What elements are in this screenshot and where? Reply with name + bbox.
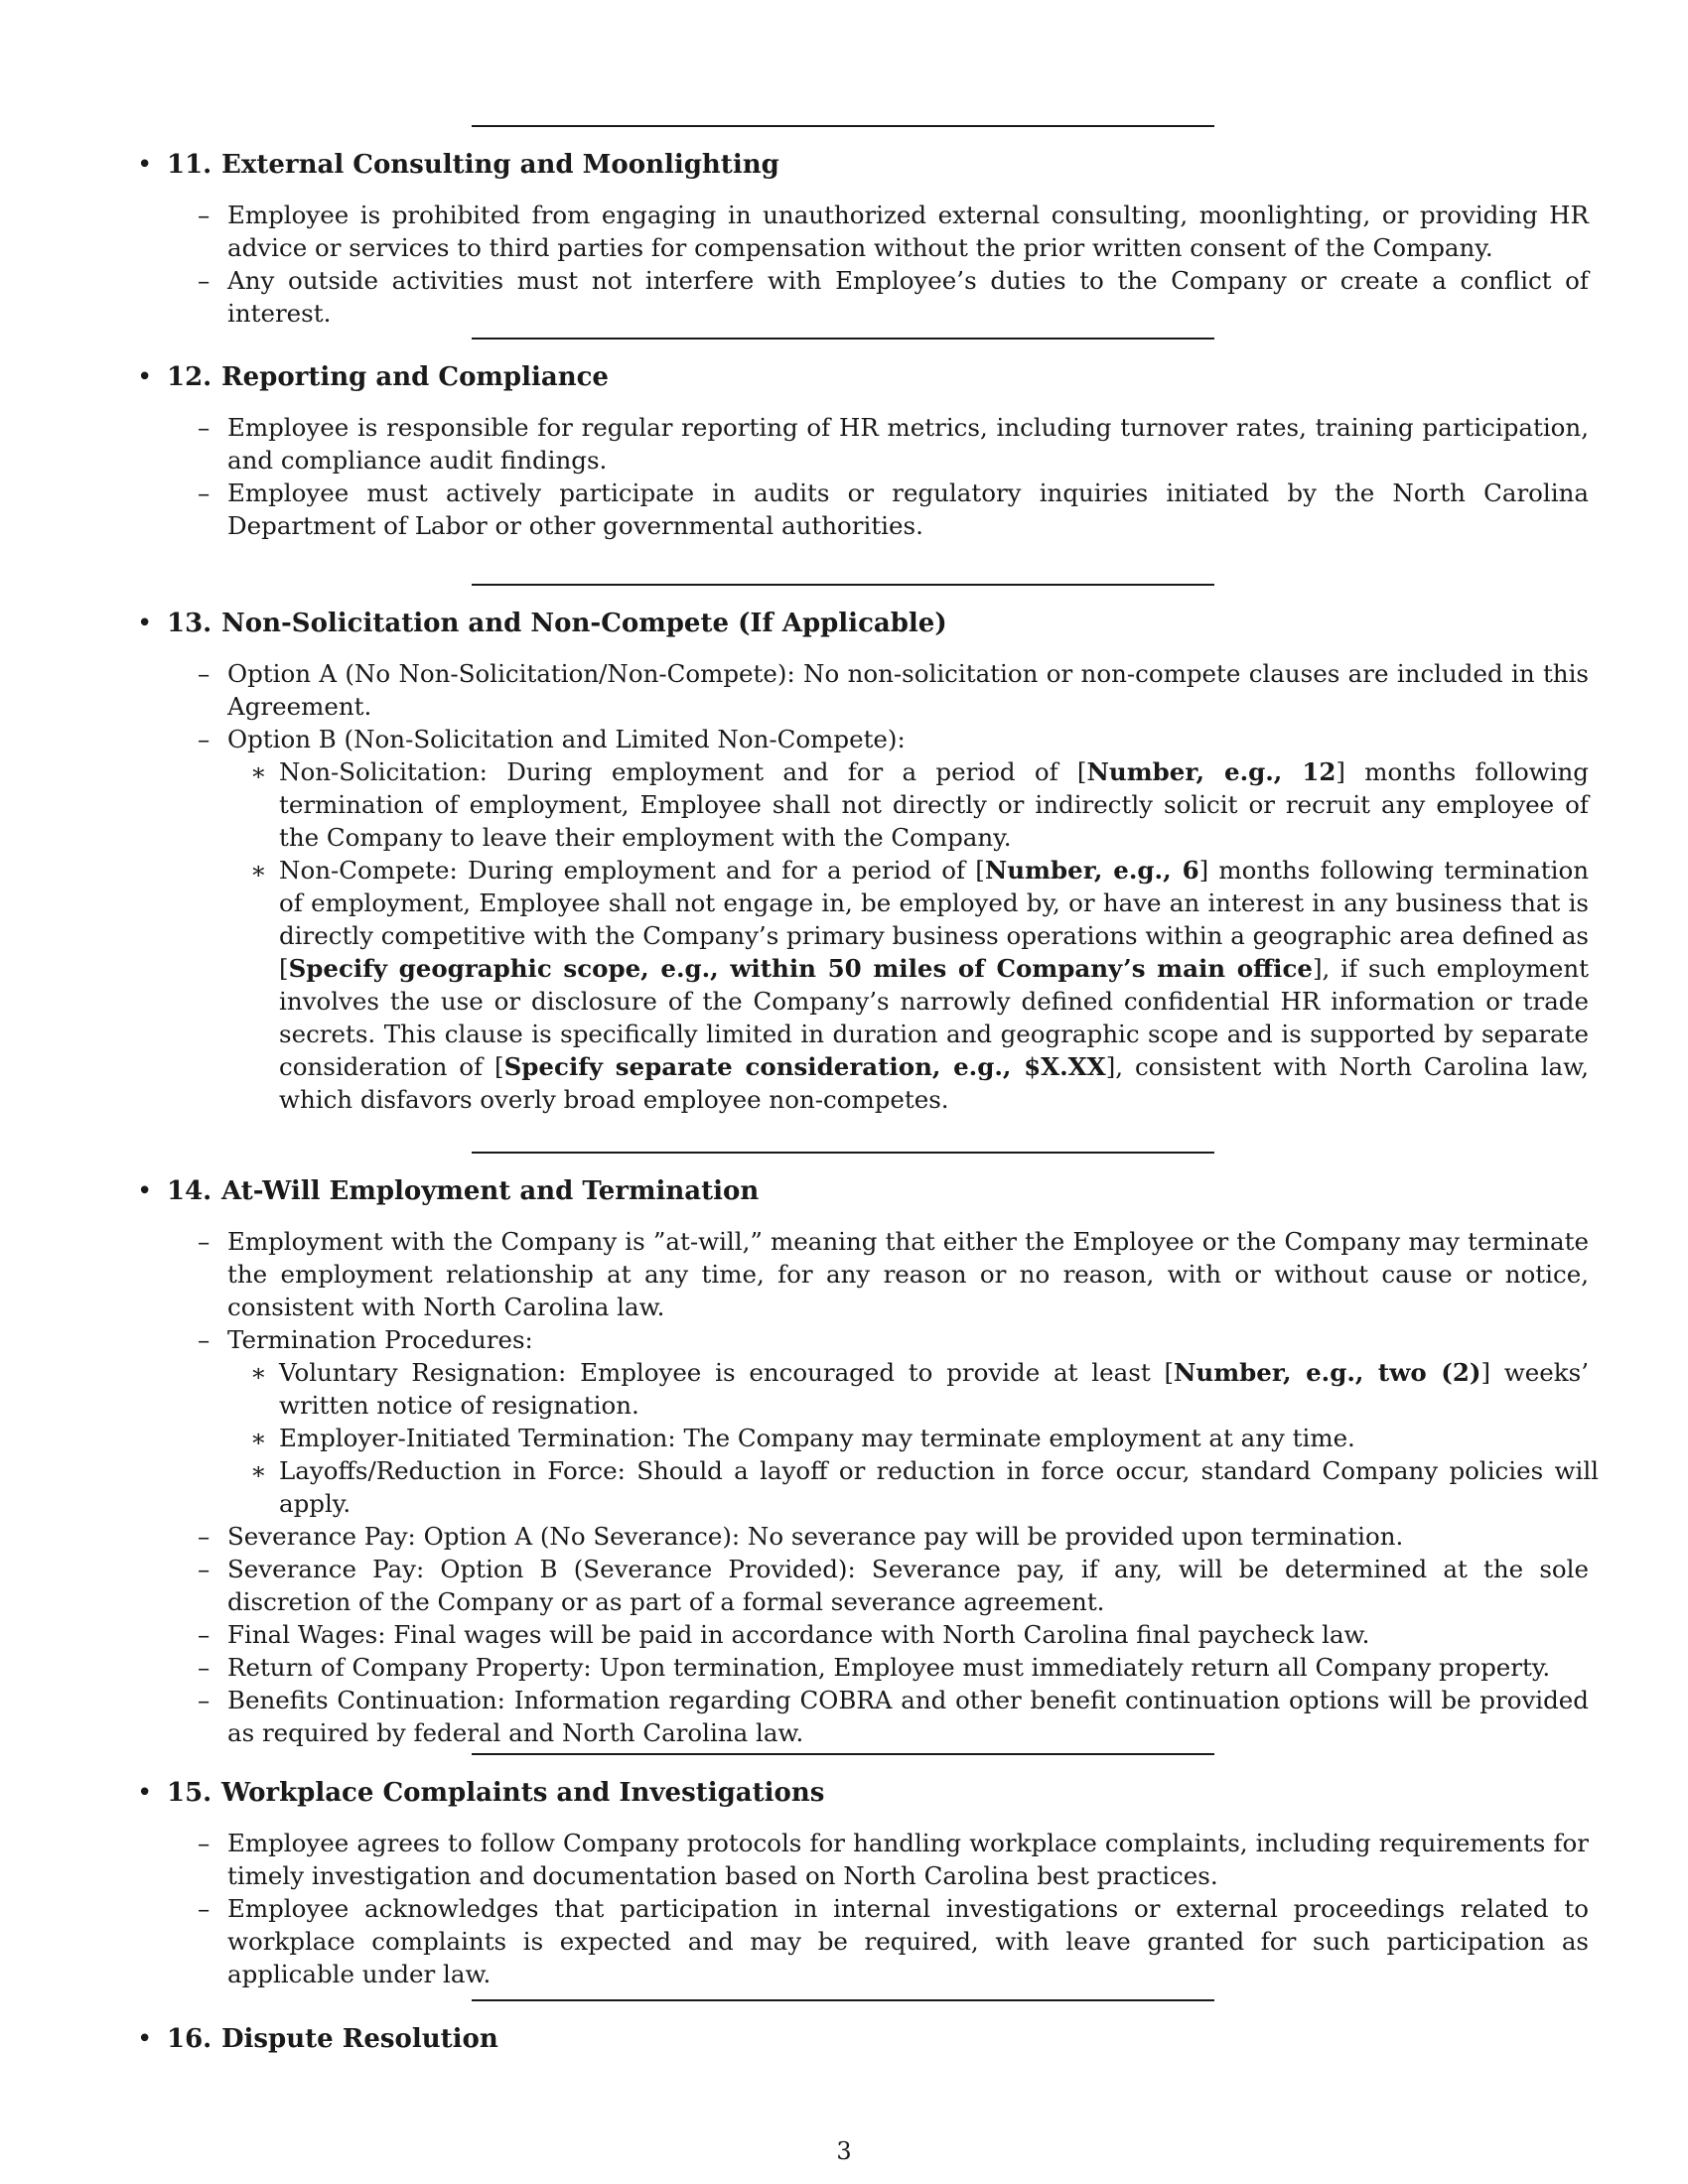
placeholder-field: Number, e.g., two (2)	[1174, 1358, 1481, 1387]
dash-marker: –	[198, 478, 211, 507]
star-marker: ∗	[250, 1358, 267, 1387]
section-11-list	[0, 199, 1688, 330]
list-item: – Option B (Non-Solicitation and Limited Non-Compete):	[198, 725, 906, 753]
section-12-list	[0, 411, 1688, 542]
list-item: – Any outside activities must not interfere with Employee’s duties to the Company or create a conflict of interest.	[198, 266, 1589, 328]
section-14-list	[0, 1225, 1688, 1749]
placeholder-field: Specify separate consideration, e.g., $X.XX	[503, 1052, 1106, 1081]
list-item: – Option A (No Non-Solicitation/Non-Compete): No non-solicitation or non-compete clauses are included in this Agreement.	[198, 659, 1589, 721]
section-number: 15.	[167, 1778, 212, 1808]
list-item: – Employee must actively participate in audits or regulatory inquiries initiated by the North Carolina Department of Labor or other governmental authorities.	[198, 478, 1589, 540]
placeholder-field: Specify geographic scope, e.g., within 50 miles of Company’s main office	[288, 954, 1313, 983]
list-item: – Employment with the Company is ”at-will,” meaning that either the Employee or the Company may terminate the employment relationship at any time, for any reason or no reason, with or without cause or notice, consistent with North Carolina law.	[198, 1227, 1589, 1321]
list-item: – Final Wages: Final wages will be paid in accordance with North Carolina final paycheck law.	[198, 1620, 1370, 1649]
bullet-marker: •	[137, 150, 153, 180]
bullet-marker: •	[137, 1778, 153, 1808]
section-title: At-Will Employment and Termination	[221, 1176, 760, 1206]
list-item: – Employee is responsible for regular reporting of HR metrics, including turnover rates, training participation, and compliance audit findings.	[198, 413, 1589, 475]
section-divider	[472, 1152, 1214, 1154]
list-item: – Employee acknowledges that participation in internal investigations or external proceedings related to workplace complaints is expected and may be required, with leave granted for such participation as applicable under law.	[198, 1894, 1589, 1988]
bullet-marker: •	[137, 362, 153, 392]
section-divider	[472, 584, 1214, 586]
dash-marker: –	[198, 1555, 211, 1583]
placeholder-field: Number, e.g., 6	[984, 856, 1199, 885]
section-divider	[472, 338, 1214, 340]
sub-list-item: ∗ Employer-Initiated Termination: The Company may terminate employment at any time.	[250, 1424, 1355, 1452]
section-title: Reporting and Compliance	[221, 362, 609, 392]
bullet-marker: •	[137, 609, 153, 638]
sub-list-item: ∗ Non-Solicitation: During employment and for a period of [Number, e.g., 12] months following termination of employment, Employee shall not directly or indirectly solicit or recruit any employee of the Company to leave their employment with the Company.	[250, 757, 1589, 852]
bullet-marker: •	[137, 1176, 153, 1206]
dash-marker: –	[198, 1686, 211, 1714]
list-item: – Return of Company Property: Upon termination, Employee must immediately return all Company property.	[198, 1653, 1551, 1682]
dash-marker: –	[198, 201, 211, 229]
dash-marker: –	[198, 1325, 211, 1354]
list-item: – Benefits Continuation: Information regarding COBRA and other benefit continuation options will be provided as required by federal and North Carolina law.	[198, 1686, 1589, 1747]
section-divider	[472, 1753, 1214, 1755]
star-marker: ∗	[250, 757, 267, 786]
section-divider	[472, 125, 1214, 127]
section-number: 12.	[167, 362, 212, 392]
star-marker: ∗	[250, 1424, 267, 1452]
list-item: – Severance Pay: Option A (No Severance): No severance pay will be provided upon termination.	[198, 1522, 1404, 1551]
dash-marker: –	[198, 1653, 211, 1682]
section-title: Workplace Complaints and Investigations	[221, 1778, 825, 1808]
dash-marker: –	[198, 659, 211, 688]
sub-list-item: ∗ Voluntary Resignation: Employee is encouraged to provide at least [Number, e.g., two (2)] weeks’ written notice of resignation.	[250, 1358, 1590, 1420]
bullet-marker: •	[137, 2024, 153, 2054]
list-item: – Employee is prohibited from engaging in unauthorized external consulting, moonlighting, or providing HR advice or services to third parties for compensation without the prior written consent of the Company.	[198, 201, 1589, 262]
section-divider	[472, 1999, 1214, 2001]
section-number: 11.	[167, 150, 212, 180]
section-title: Dispute Resolution	[221, 2024, 498, 2054]
dash-marker: –	[198, 1894, 211, 1923]
dash-marker: –	[198, 1620, 211, 1649]
section-title: External Consulting and Moonlighting	[221, 150, 779, 180]
placeholder-field: Number, e.g., 12	[1086, 757, 1336, 786]
dash-marker: –	[198, 1829, 211, 1857]
dash-marker: –	[198, 725, 211, 753]
star-marker: ∗	[250, 856, 267, 885]
section-title: Non-Solicitation and Non-Compete (If Applicable)	[221, 609, 947, 638]
section-15-list	[0, 1827, 1688, 1990]
section-number: 16.	[167, 2024, 212, 2054]
sub-list-item: ∗ Non-Compete: During employment and for a period of [Number, e.g., 6] months following termination of employment, Employee shall not engage in, be employed by, or have an interest in any business that is directly competitive with the Company’s primary business operations within a geographic area defined as [Specify geographic scope, e.g., within 50 miles of Company’s main office], if such employment involves the use or disclosure of the Company’s narrowly defined confidential HR information or trade secrets. This clause is specifically limited in duration and geographic scope and is supported by separate consideration of [Specify separate consideration, e.g., $X.XX], consistent with North Carolina law, which disfavors overly broad employee non-competes.	[250, 856, 1590, 1114]
sub-list-item: ∗ Layoffs/Reduction in Force: Should a layoff or reduction in force occur, standard Company policies will apply.	[250, 1456, 1599, 1518]
section-number: 14.	[167, 1176, 212, 1206]
dash-marker: –	[198, 413, 211, 442]
dash-marker: –	[198, 1227, 211, 1256]
page-number: 3	[836, 2137, 852, 2165]
list-item: – Termination Procedures:	[198, 1325, 533, 1354]
dash-marker: –	[198, 266, 211, 295]
list-item: – Severance Pay: Option B (Severance Provided): Severance pay, if any, will be determined at the sole discretion of the Company or as part of a formal severance agreement.	[198, 1555, 1589, 1616]
list-item: – Employee agrees to follow Company protocols for handling workplace complaints, including requirements for timely investigation and documentation based on North Carolina best practices.	[198, 1829, 1589, 1890]
star-marker: ∗	[250, 1456, 267, 1485]
section-number: 13.	[167, 609, 212, 638]
section-13-list	[0, 657, 1688, 1116]
dash-marker: –	[198, 1522, 211, 1551]
